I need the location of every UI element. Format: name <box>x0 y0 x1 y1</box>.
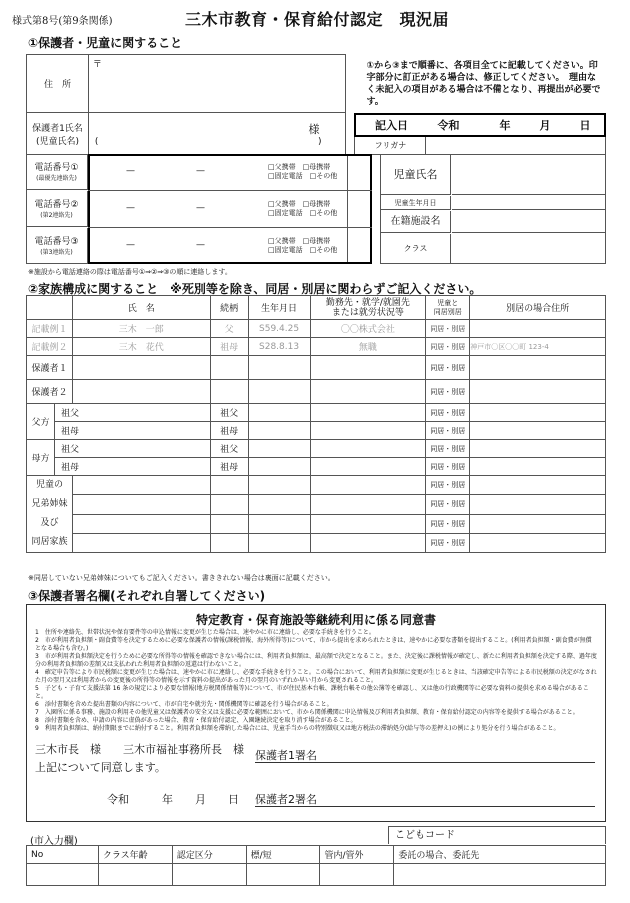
example-row: 記載例１ 三木 一郎 父 S59.4.25 〇〇株式会社 同居・別居 <box>27 320 606 338</box>
furigana-field[interactable] <box>425 137 605 154</box>
table-row: 祖母 祖母 同居・別居 <box>27 422 606 440</box>
table-row: 父方 祖父 祖父 同居・別居 <box>27 404 606 422</box>
class-field[interactable] <box>452 234 605 264</box>
list-item: 8 添付書類を含め、申請の内容に虚偽があった場合、教育・保育給付認定、入園継続決定を取り消す場合があること。 <box>35 717 357 724</box>
facility-label: 在籍施設名 <box>381 211 451 233</box>
section3-heading: ③保護者署名欄(それぞれ自署してください) <box>28 589 266 603</box>
col-cohabit: 児童と 同居別居 <box>426 296 470 320</box>
facility-field[interactable] <box>452 211 605 233</box>
table-row: No クラス年齢 認定区分 標/短 管内/管外 委託の場合、委託先 <box>27 846 606 864</box>
col-birthdate: 生年月日 <box>248 296 310 320</box>
list-item: 2 市が利用者負担額・副食費等を決定するために必要な保護者の情報(課税情報、海外所得等)について、市から提出を求められたときは、速やかに必要な書類を提出すること。(利用者負担額・副食費が無償となる場合も含む。) <box>35 637 592 652</box>
consent-box <box>26 604 606 822</box>
address-label: 住 所 <box>27 55 89 113</box>
entry-date-box[interactable]: 記入日 令和 年 月 日 <box>354 113 606 137</box>
list-item: 6 添付書類を含めた提出書類の内容について、市が自宅や就労先・関係機関等に確認を行う場合があること。 <box>35 701 333 708</box>
child-name-field[interactable] <box>452 155 605 195</box>
table-row: 保護者１ 同居・別居 <box>27 356 606 380</box>
address-field[interactable] <box>88 55 346 113</box>
phone2-label: 電話番号② (第2連絡先) <box>26 191 88 227</box>
section2-footnote: ※同居していない兄弟姉妹についてもご記入ください。書ききれない場合は裏面に記載ください。 <box>28 574 335 582</box>
signature-2[interactable]: 保護者2署名 <box>255 791 595 807</box>
guardian-child-table <box>26 54 606 155</box>
agree-text: 上記について同意します。 <box>35 761 166 774</box>
child-name-label: 児童氏名 <box>381 155 451 195</box>
list-item: 3 市が利用者負担額決定を行うために必要な所得等の情報を確認できない場合には、利用者負担額は、最高額で決定となること。また、決定後に課税情報が確定し、新たに利用者負担額を決定する際、過年度分の利用者負担額の差額又は支払われた利用者負担額の返還は行わないこと。 <box>35 653 597 668</box>
list-item: 7 入園所に係る事務、施設の利用その他児童又は保護者の安全又は支援に必要な範囲において、市から関係機関に申込情報及び利用者負担額、教育・保育給付認定の内容等を提供する場合があること。 <box>35 709 579 716</box>
phone3-type[interactable]: □父携帯 □母携帯 □固定電話 □その他 <box>268 237 338 254</box>
phone1-label: 電話番号① (最優先連絡先) <box>26 154 88 190</box>
col-address: 別居の場合住所 <box>470 296 606 320</box>
instructions: ①から③まで順番に、各項目全てに記載してください。印字部分に訂正がある場合は、修正してください。 理由なく未記入の項目がある場合は不備となり、再提出が必要です。 <box>366 60 601 107</box>
postal-mark: 〒 <box>92 60 102 70</box>
table-row: 同居・別居 <box>27 533 606 552</box>
document-title: 三木市教育・保育給付認定 現況届 <box>185 10 450 29</box>
table-row: 児童の 兄弟姉妹 及び 同居家族 同居・別居 <box>27 476 606 495</box>
phone2-type[interactable]: □父携帯 □母携帯 □固定電話 □その他 <box>268 200 338 217</box>
child-birth-field[interactable] <box>452 196 605 210</box>
table-row <box>27 864 606 886</box>
table-row: 保護者２ 同居・別居 <box>27 380 606 404</box>
table-row: 同居・別居 <box>27 514 606 533</box>
example-row: 記載例２ 三木 花代 祖母 S28.8.13 無職 同居・別居 神戸市〇区〇〇町 123-4 <box>27 338 606 356</box>
kodomo-code[interactable]: こどもコード <box>388 826 606 844</box>
col-name: 氏 名 <box>72 296 210 320</box>
form-number: 様式第8号(第9条関係) <box>12 16 113 27</box>
table-row: 祖母 祖母 同居・別居 <box>27 458 606 476</box>
list-item: 1 住所や連絡先、世帯状況や保育要件等の申込情報に変更が生じた場合は、速やかに市に連絡し、必要な手続きを行うこと。 <box>35 629 375 636</box>
sign-date[interactable]: 令和 年 月 日 <box>107 793 239 806</box>
table-row: 同居・別居 <box>27 495 606 514</box>
list-item: 5 子ども・子育て支援法第 16 条の規定により必要な情報(地方税関係情報等)について、市が住民基本台帳、課税台帳その他公簿等を確認し、又は他の行政機関等に必要な資料の提供を求める場合があること。 <box>35 685 589 700</box>
addressee: 三木市長 様 三木市福祉事務所長 様 <box>35 743 244 756</box>
class-label: クラス <box>381 234 451 264</box>
list-item: 4 確定申告等により市民税額に変更が生じた場合は、速やかに市に連絡し、必要な手続きを行うこと。この場合において、利用者負担額に変更が生じるときは、当該確定申告等による市民税額の決定がなされた月の翌月又は利用者からの変更後の所得等の情報を示す資料の提出があった月の翌月のいずれか早い月から変更されること。 <box>35 669 597 684</box>
list-item: 9 利用者負担額は、納付期限までに納付すること。利用者負担額を滞納した場合には、児童手当からの特別徴収又は地方税法の滞納処分(給与等の差押え)の例により処分を行う場合があること。 <box>35 725 560 732</box>
col-relation: 続柄 <box>210 296 248 320</box>
guardian-name-field[interactable]: 様 ( ) <box>88 113 346 155</box>
guardian-name-label: 保護者1氏名 (児童氏名) <box>27 113 89 155</box>
signature-1[interactable]: 保護者1署名 <box>255 747 595 763</box>
phone1-type[interactable]: □父携帯 □母携帯 □固定電話 □その他 <box>268 163 338 180</box>
section2-heading: ②家族構成に関すること ※死別等を除き、同居・別居に関わらずご記入ください。 <box>28 282 482 296</box>
consent-title: 特定教育・保育施設等継続利用に係る同意書 <box>195 613 436 627</box>
child-birth-label: 児童生年月日 <box>381 196 451 210</box>
consent-list <box>35 629 597 733</box>
table-row: 母方 祖父 祖父 同居・別居 <box>27 440 606 458</box>
phone3-label: 電話番号③ (第3連絡先) <box>26 228 88 264</box>
furigana-label: フリガナ <box>374 140 407 150</box>
section1-heading: ①保護者・児童に関すること <box>28 36 183 50</box>
section1-footnote: ※施設から電話連絡の際は電話番号①⇒②⇒③の順に連絡します。 <box>28 268 232 276</box>
office-label: (市入力欄) <box>30 836 78 847</box>
office-table <box>26 845 606 886</box>
family-table <box>26 295 606 553</box>
col-work: 勤務先・就学/就園先 または就労状況等 <box>310 296 426 320</box>
